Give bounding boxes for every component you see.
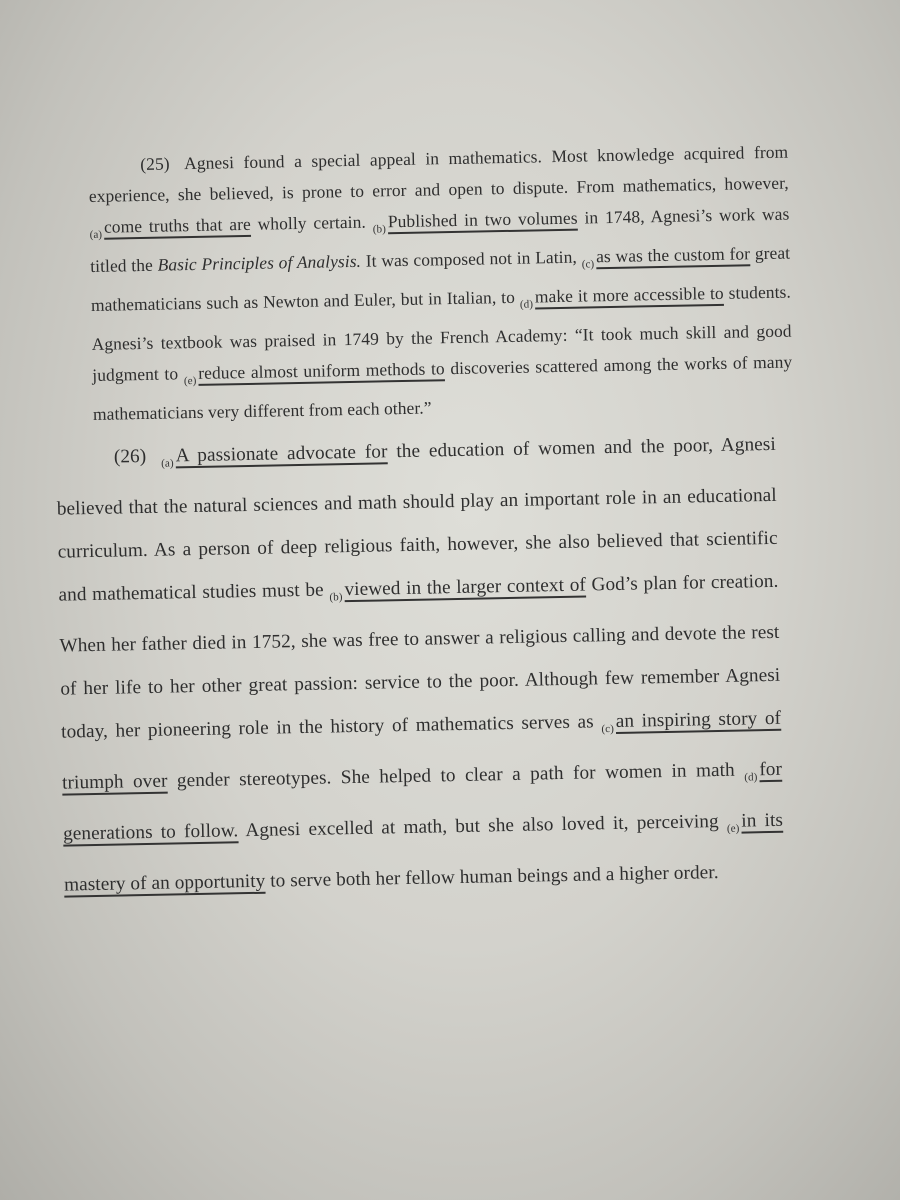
- passage-text: Agnesi found a special appeal in mathematics. Most knowledge acquired from experience, she believed, is prone to error and open to dispute. From mathematics, however,: [88, 141, 789, 206]
- passage-26: [55, 423, 784, 907]
- underlined-phrase-a: A passionate advocate for: [175, 441, 388, 467]
- passage-text: the education of women and the poor, Agnesi believed that the natural sciences and math should play an important role in an educational curriculum. As a person of deep religious faith, however, she also believed that scientific and mathematical studies must be: [56, 433, 778, 606]
- passage-number: (26): [113, 445, 147, 468]
- underlined-phrase-c: an inspiring story of triumph over: [61, 707, 782, 794]
- marker-a: (a): [161, 457, 174, 470]
- marker-b: (b): [329, 591, 343, 604]
- passage-text: wholly certain.: [257, 211, 367, 234]
- passage-text: in 1748, Agnesi’s work was titled the: [90, 203, 790, 276]
- text-block: [56, 137, 802, 906]
- passage-text: students. Agnesi’s textbook was praised in 1749 by the French Academy: “It took much skill and good judgment to: [91, 281, 792, 385]
- underlined-phrase-b: viewed in the larger context of: [344, 574, 587, 601]
- underlined-phrase-e: reduce almost uniform methods to: [198, 358, 445, 383]
- passage-text: It was composed not in Latin,: [365, 246, 578, 271]
- passage-25: [88, 137, 793, 430]
- passage-text: Agnesi excelled at math, but she also loved it, perceiving: [245, 811, 719, 842]
- underlined-phrase-a: come truths that are: [103, 213, 251, 237]
- marker-b: (b): [372, 223, 387, 236]
- marker-c: (c): [601, 723, 615, 736]
- passage-text: gender stereotypes. She helped to clear a path for women in math: [176, 759, 735, 792]
- marker-a: (a): [89, 228, 103, 241]
- passage-number: (25): [140, 153, 170, 174]
- marker-d: (d): [744, 771, 758, 784]
- underlined-phrase-e: in its mastery of an opportunity: [63, 809, 784, 896]
- underlined-phrase-b: Published in two volumes: [387, 207, 578, 232]
- passage-text: discoveries scattered among the works of many mathematicians very different from each other.”: [92, 351, 793, 424]
- marker-e: (e): [183, 374, 197, 388]
- underlined-phrase-d: make it more accessible to: [534, 282, 724, 307]
- book-title: Basic Principles of Analysis.: [157, 250, 362, 275]
- underlined-phrase-c: as was the custom for: [595, 243, 751, 267]
- marker-c: (c): [581, 258, 595, 271]
- underlined-phrase-d: for generations to follow.: [62, 758, 783, 845]
- marker-e: (e): [726, 822, 740, 835]
- passage-text: God’s plan for creation. When her father died in 1752, she was free to answer a religious calling and devote the rest of her life to her other great passion: service to the poor. Although few remember Agnesi today, her pioneering role in the history of mathematics serves as: [59, 570, 781, 743]
- passage-text: great mathematicians such as Newton and Euler, but in Italian, to: [90, 242, 791, 315]
- marker-d: (d): [519, 298, 534, 311]
- passage-text: to serve both her fellow human beings and a higher order.: [270, 862, 719, 892]
